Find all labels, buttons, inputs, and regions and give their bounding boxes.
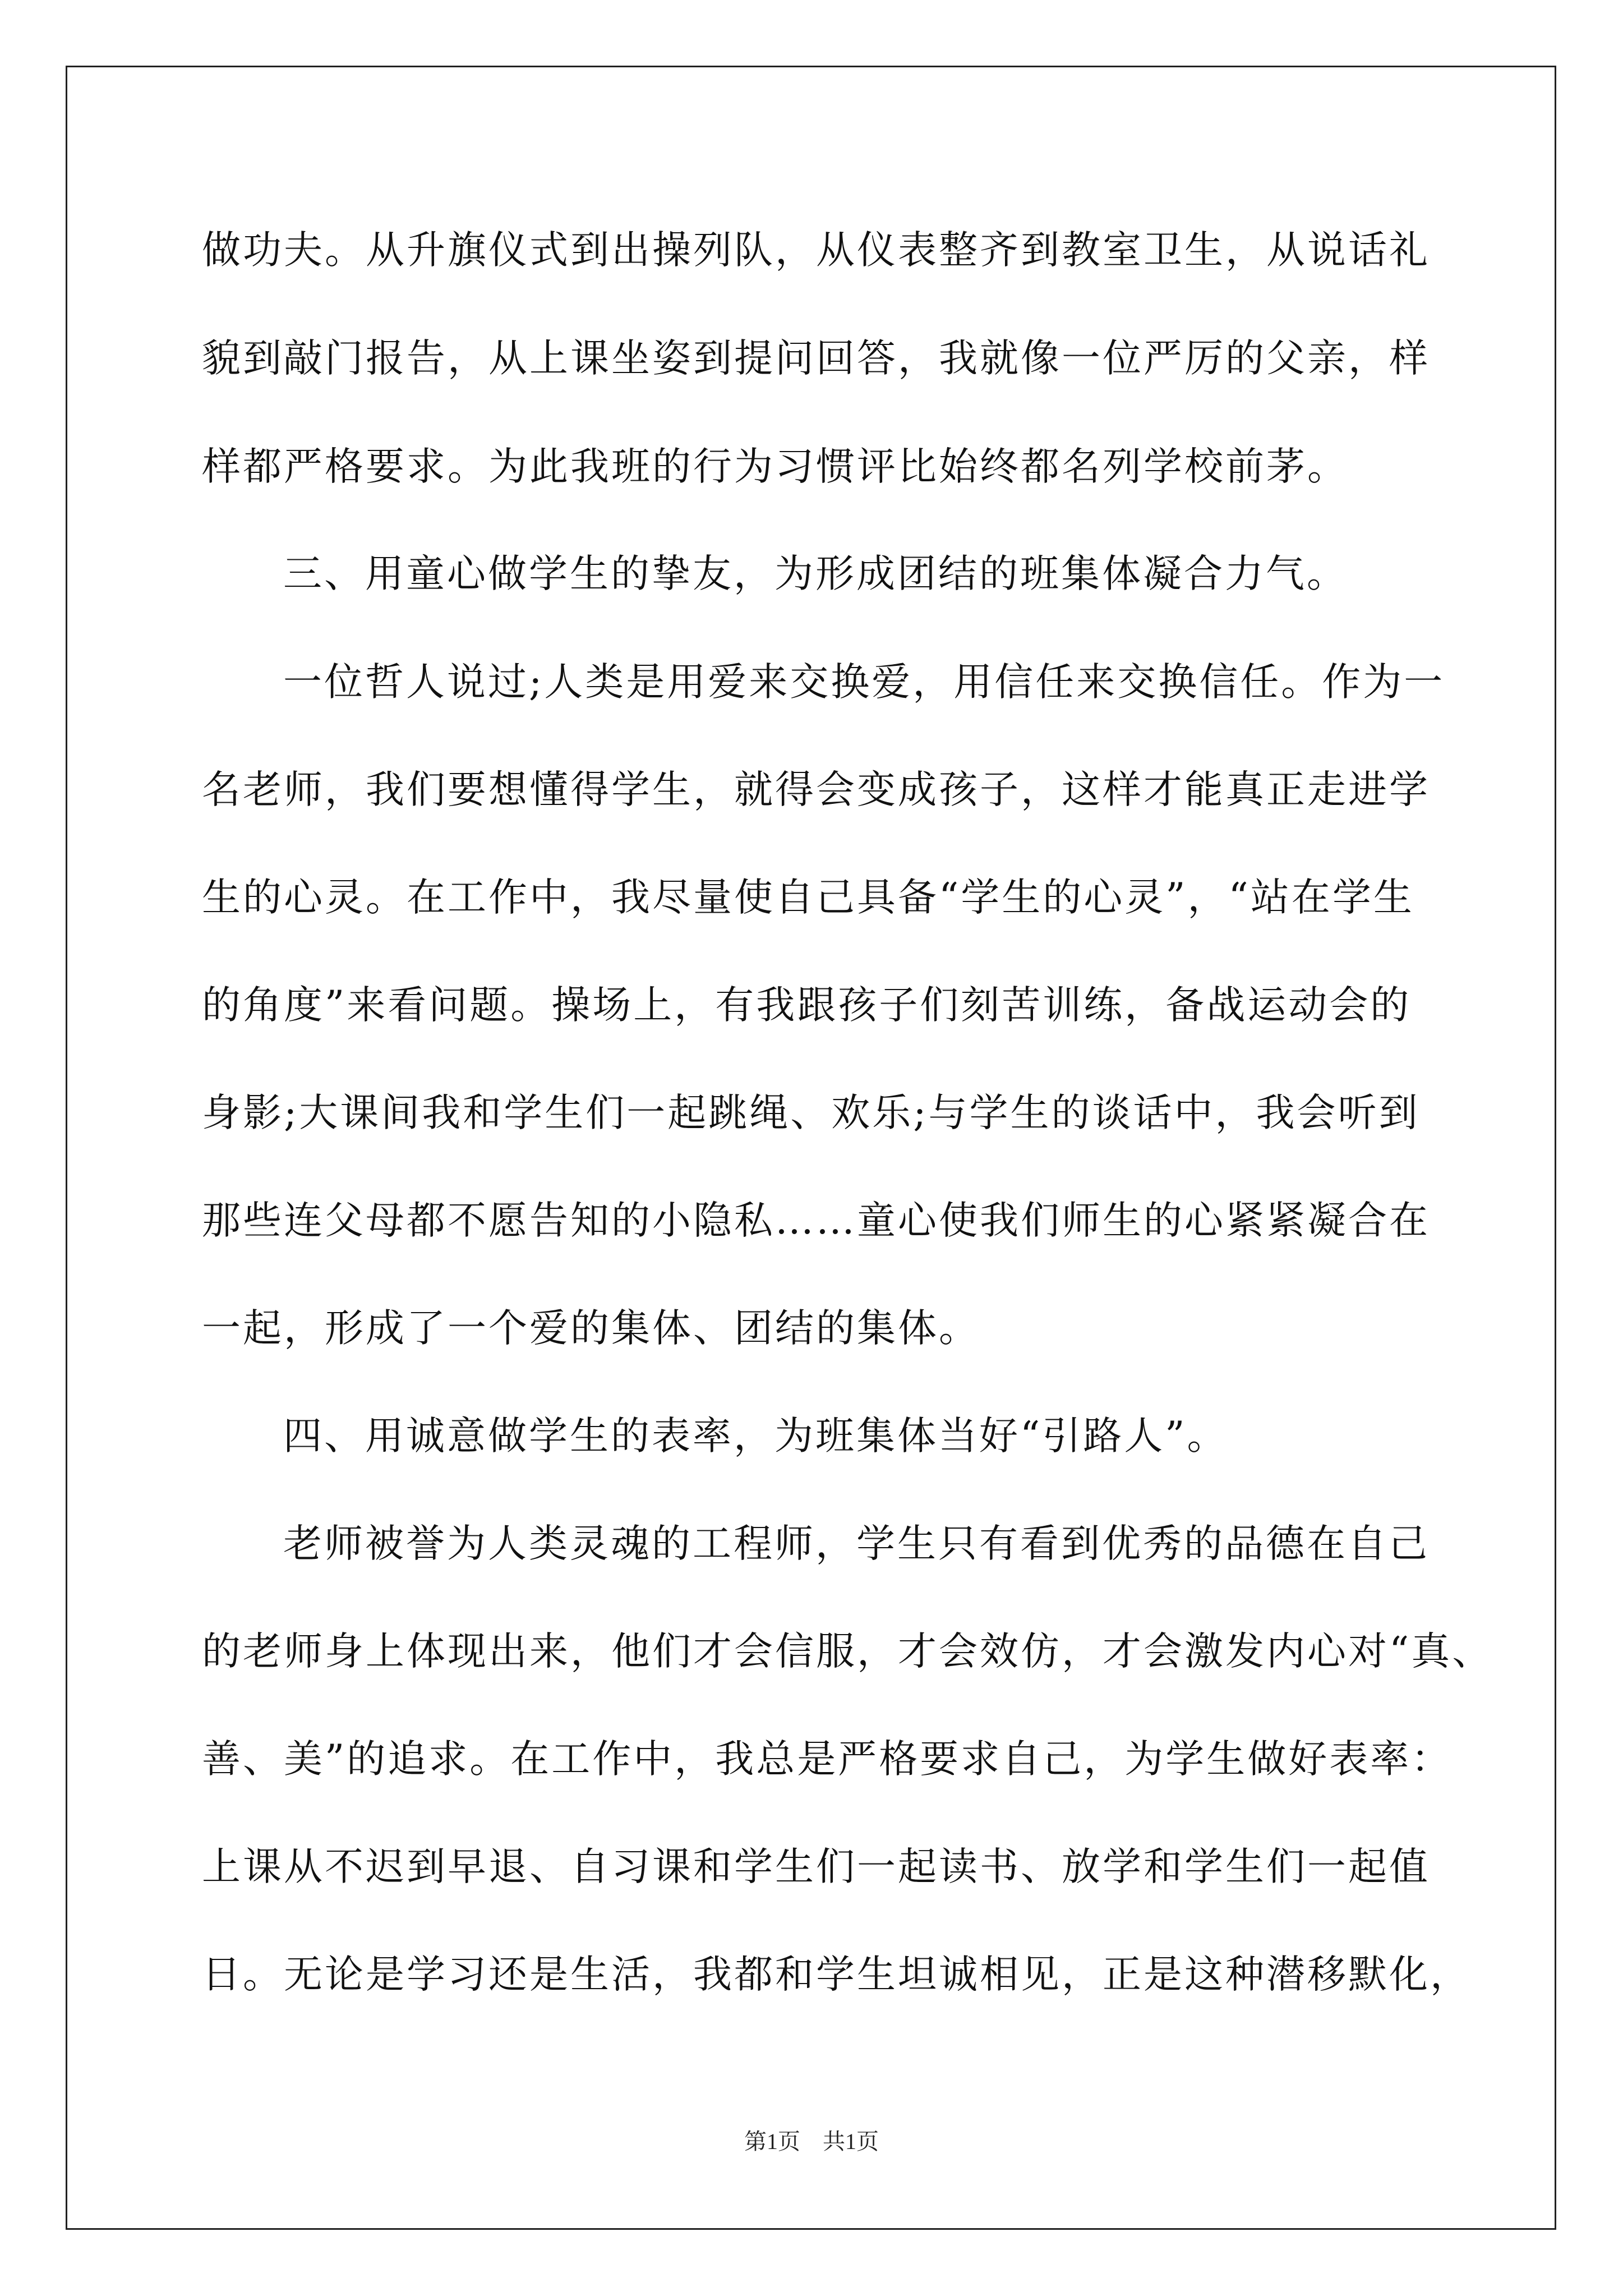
page-frame xyxy=(66,66,1556,2230)
paragraph-line: 生的心灵。在工作中，我尽量使自己具备“学生的心灵”，“站在学生 xyxy=(202,875,1414,920)
paragraph-line: 的老师身上体现出来，他们才会信服，才会效仿，才会激发内心对“真、 xyxy=(202,1629,1493,1674)
paragraph-line: 身影;大课间我和学生们一起跳绳、欢乐;与学生的谈话中，我会听到 xyxy=(202,1091,1420,1135)
paragraph-line: 做功夫。从升旗仪式到出操列队，从仪表整齐到教室卫生，从说话礼 xyxy=(202,228,1430,273)
paragraph-line: 老师被誉为人类灵魂的工程师，学生只有看到优秀的品德在自己 xyxy=(283,1521,1430,1566)
section-heading-3: 三、用童心做学生的挚友，为形成团结的班集体凝合力气。 xyxy=(283,551,1348,596)
paragraph-line: 貌到敲门报告，从上课坐姿到提问回答，我就像一位严厉的父亲，样 xyxy=(202,336,1430,381)
section-heading-4: 四、用诚意做学生的表率，为班集体当好“引路人”。 xyxy=(283,1414,1228,1458)
paragraph-line: 上课从不迟到早退、自习课和学生们一起读书、放学和学生们一起值 xyxy=(202,1844,1430,1889)
paragraph-line: 日。无论是学习还是生活，我都和学生坦诚相见，正是这种潜移默化， xyxy=(202,1952,1471,1997)
page-footer: 第1页 共1页 xyxy=(744,2129,879,2154)
paragraph-line: 那些连父母都不愿告知的小隐私……童心使我们师生的心紧紧凝合在 xyxy=(202,1198,1430,1243)
paragraph-line: 样都严格要求。为此我班的行为习惯评比始终都名列学校前茅。 xyxy=(202,444,1348,489)
paragraph-line: 一起，形成了一个爱的集体、团结的集体。 xyxy=(202,1306,980,1351)
paragraph-line: 的角度”来看问题。操场上，有我跟孩子们刻苦训练，备战运动会的 xyxy=(202,983,1412,1028)
paragraph-line: 善、美”的追求。在工作中，我总是严格要求自己，为学生做好表率： xyxy=(202,1737,1453,1782)
paragraph-line: 一位哲人说过;人类是用爱来交换爱，用信任来交换信任。作为一 xyxy=(283,660,1445,705)
paragraph-line: 名老师，我们要想懂得学生，就得会变成孩子，这样才能真正走进学 xyxy=(202,767,1430,812)
